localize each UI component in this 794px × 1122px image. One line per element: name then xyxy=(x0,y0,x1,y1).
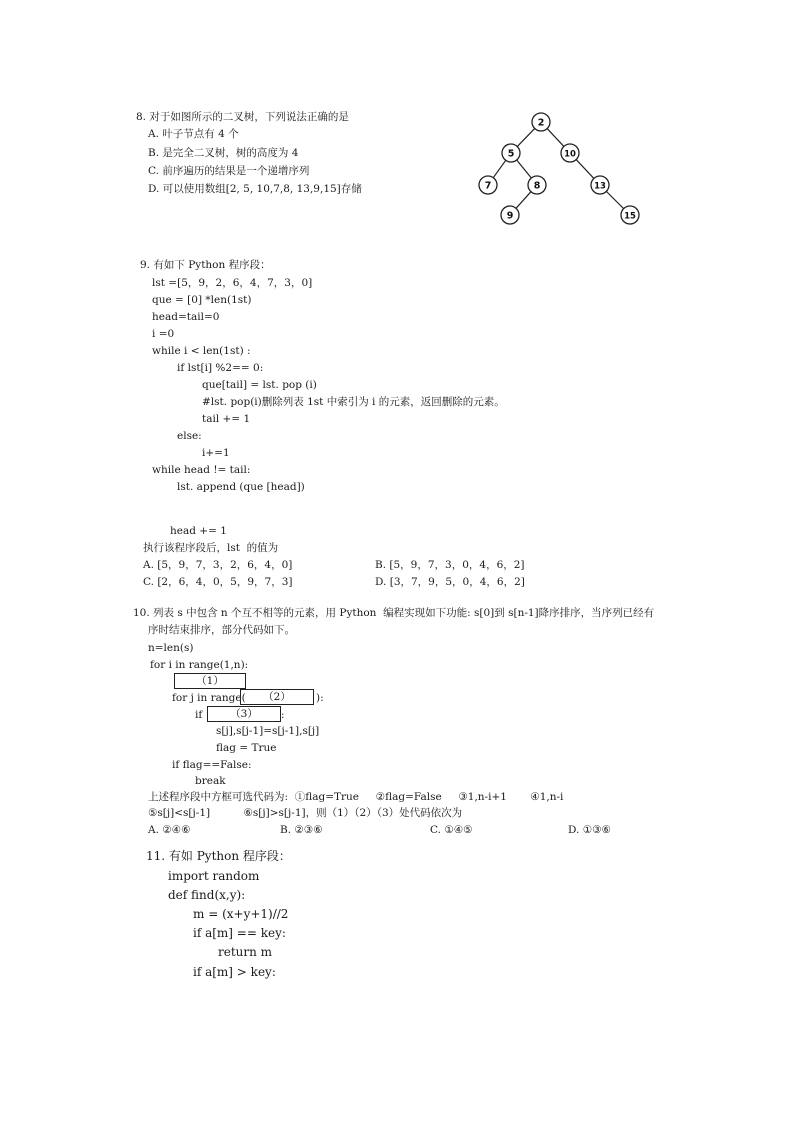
q10-choices: 上述程序段中方框可选代码为: ①flag=True ②flag=False ③1,n-i+1 ④1,n-i xyxy=(148,791,564,803)
q10-stem: 10. 列表 s 中包含 n 个互不相等的元素，用 Python 编程实现如下功能: s[0]到 s[n-1]降序排序，当序列已经有 xyxy=(133,607,655,619)
tree-edge xyxy=(547,129,564,147)
q10-choices-cont: ⑤s[j]<s[j-1] ⑥s[j]>s[j-1]，则（1）（2）（3）处代码依次为 xyxy=(148,807,463,819)
q9-code-line: else: xyxy=(177,430,202,442)
q8-option-d: D. 可以使用数组[2, 5, 10,7,8, 13,9,15]存储 xyxy=(148,183,362,195)
q9-option-c: C. [2，6，4，0，5，9，7，3] xyxy=(143,576,293,588)
q10-code-line: break xyxy=(195,775,226,787)
q10-code-line: for j in range( xyxy=(172,692,246,704)
tree-node-label: 13 xyxy=(594,181,606,192)
q10-blank-3: （3） xyxy=(207,706,281,722)
q8-stem: 8. 对于如图所示的二叉树，下列说法正确的是 xyxy=(136,111,349,123)
q10-code-line: n=len(s) xyxy=(148,642,194,654)
tree-node-label: 9 xyxy=(506,210,514,222)
q8-option-c: C. 前序遍历的结果是一个递增序列 xyxy=(148,165,310,177)
q9-option-b: B. [5，9，7，3，0，4，6，2] xyxy=(375,559,525,571)
q11-code-line: return m xyxy=(218,945,273,959)
q10-code-line: for i in range(1,n): xyxy=(150,659,249,671)
tree-node-label: 10 xyxy=(564,149,576,160)
q9-option-d: D. [3，7，9，5，0，4，6，2] xyxy=(375,576,525,588)
q11-code-line: if a[m] > key: xyxy=(193,965,276,979)
q11-stem: 11. 有如 Python 程序段： xyxy=(146,849,291,863)
q9-code-line: head += 1 xyxy=(170,525,227,537)
q11-code-line: if a[m] == key: xyxy=(193,926,286,940)
q10-code-line: if xyxy=(195,709,203,721)
q9-code-line: while i < len(1st) : xyxy=(152,345,251,357)
q10-code-line: s[j],s[j-1]=s[j-1],s[j] xyxy=(216,725,320,737)
q9-option-a: A. [5，9，7，3，2，6，4，0] xyxy=(143,559,293,571)
q10-option-d: D. ①③⑥ xyxy=(568,824,611,836)
tree-edge xyxy=(606,191,623,208)
q11-code-line: def find(x,y): xyxy=(168,888,246,902)
tree-node-label: 5 xyxy=(507,148,515,160)
q10-code-line: ): xyxy=(316,692,324,704)
q9-code-line: lst =[5，9，2，6，4，7，3，0] xyxy=(152,277,313,289)
tree-edge xyxy=(517,128,534,146)
q9-code-line: i =0 xyxy=(152,328,175,340)
q8-option-b: B. 是完全二叉树，树的高度为 4 xyxy=(148,147,299,159)
q11-code-line: import random xyxy=(168,869,260,883)
tree-node-label: 2 xyxy=(537,117,545,129)
tree-edge xyxy=(517,160,532,178)
tree-edge xyxy=(493,160,505,177)
q10-code-line: if flag==False: xyxy=(172,759,252,771)
q9-code-line: while head != tail: xyxy=(152,464,251,476)
q10-option-c: C. ①④⑤ xyxy=(430,824,473,836)
q9-stem: 9. 有如下 Python 程序段： xyxy=(140,259,271,271)
q9-code-line: head=tail=0 xyxy=(152,311,220,323)
q10-code-line: : xyxy=(281,709,285,721)
q9-code-line: que = [0] *len(1st) xyxy=(152,294,252,306)
binary-tree-diagram xyxy=(0,0,794,250)
q9-code-line: if lst[i] %2== 0: xyxy=(177,362,264,374)
q10-stem-cont: 序时结束排序，部分代码如下。 xyxy=(148,624,295,636)
q10-code-line: flag = True xyxy=(216,742,277,754)
q11-code-line: m = (x+y+1)//2 xyxy=(193,907,289,921)
tree-edge xyxy=(516,192,531,209)
tree-node-label: 8 xyxy=(533,180,541,192)
q9-code-line: lst. append (que [head]) xyxy=(177,481,305,493)
q9-question: 执行该程序段后，lst 的值为 xyxy=(143,542,279,554)
tree-node-label: 7 xyxy=(484,180,492,192)
q9-code-comment: #lst. pop(i)删除列表 1st 中索引为 i 的元素，返回删除的元素。 xyxy=(202,396,505,408)
q10-blank-2: （2） xyxy=(240,689,314,705)
q9-code-line: que[tail] = lst. pop (i) xyxy=(202,379,317,391)
q8-option-a: A. 叶子节点有 4 个 xyxy=(148,128,239,140)
q10-option-a: A. ②④⑥ xyxy=(148,824,191,836)
q9-code-line: i+=1 xyxy=(202,447,230,459)
tree-node-label: 15 xyxy=(624,211,636,222)
tree-edge xyxy=(576,160,594,179)
q9-code-line: tail += 1 xyxy=(202,413,251,425)
q10-option-b: B. ②③⑥ xyxy=(280,824,323,836)
q10-blank-1: （1） xyxy=(174,673,246,689)
